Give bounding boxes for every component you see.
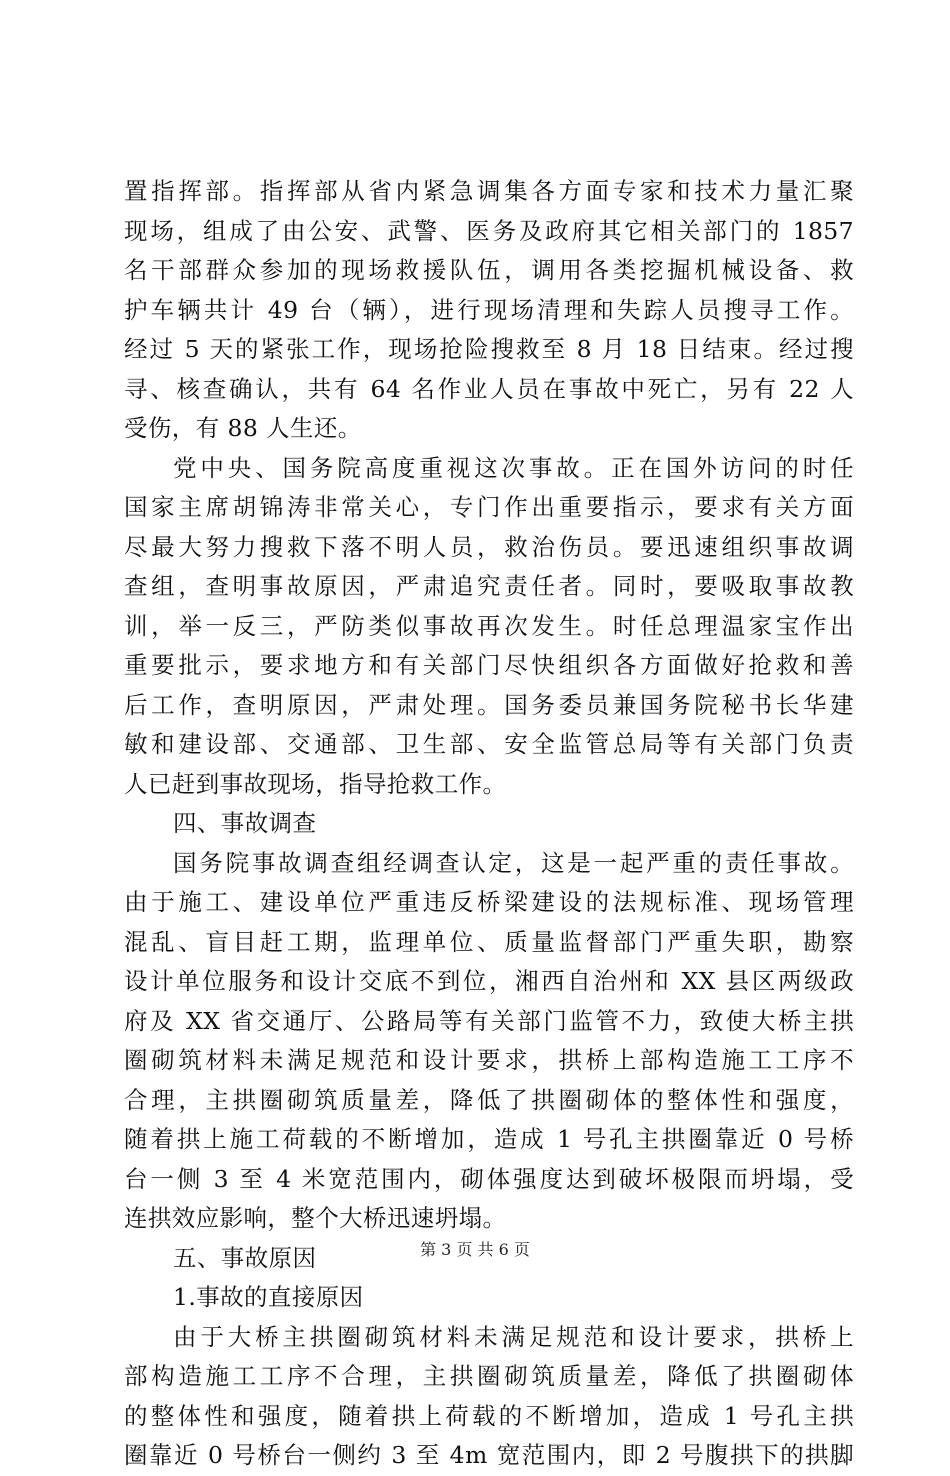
- text-line: 名干部群众参加的现场救援队伍，调用各类挖掘机械设备、救: [124, 256, 854, 284]
- text-line: 圈靠近 0 号桥台一侧约 3 至 4m 宽范围内，即 2 号腹拱下的拱脚: [124, 1441, 854, 1469]
- text-line: 随着拱上施工荷载的不断增加，造成 1 号孔主拱圈靠近 0 号桥: [124, 1125, 854, 1153]
- section-heading: 五、事故原因: [173, 1243, 317, 1272]
- paragraph-first-line: 国务院事故调查组经调查认定，这是一起严重的责任事故。: [173, 848, 854, 877]
- text-line: 台一侧 3 至 4 米宽范围内，砌体强度达到破坏极限而坍塌，受: [124, 1164, 854, 1193]
- text-line: 重要批示，要求地方和有关部门尽快组织各方面做好抢救和善: [124, 651, 854, 679]
- text-line: 后工作，查明原因，严肃处理。国务委员兼国务院秘书长华建: [124, 690, 854, 719]
- text-line: 连拱效应影响，整个大桥迅速坍塌。: [124, 1204, 507, 1232]
- document-body: [124, 172, 854, 1476]
- subsection-heading: 1.事故的直接原因: [173, 1283, 364, 1311]
- text-line: 护车辆共计 49 台（辆），进行现场清理和失踪人员搜寻工作。: [124, 295, 854, 324]
- text-line: 由于施工、建设单位严重违反桥梁建设的法规标准、现场管理: [124, 888, 854, 916]
- section-heading: 四、事故调查: [173, 809, 317, 837]
- text-line: 合理，主拱圈砌筑质量差，降低了拱圈砌体的整体性和强度，: [124, 1085, 854, 1114]
- text-line: 设计单位服务和设计交底不到位，湘西自治州和 XX 县区两级政: [124, 967, 854, 995]
- text-line: 寻、核查确认，共有 64 名作业人员在事故中死亡，另有 22 人: [124, 374, 854, 403]
- text-line: 部构造施工工序不合理，主拱圈砌筑质量差，降低了拱圈砌体: [124, 1362, 854, 1390]
- paragraph-first-line: 由于大桥主拱圈砌筑材料未满足规范和设计要求，拱桥上: [173, 1322, 854, 1351]
- text-line: 人已赶到事故现场，指导抢救工作。: [124, 769, 507, 798]
- text-line: 置指挥部。指挥部从省内紧急调集各方面专家和技术力量汇聚: [124, 177, 854, 205]
- text-line: 国家主席胡锦涛非常关心，专门作出重要指示，要求有关方面: [124, 493, 854, 521]
- text-line: 受伤，有 88 人生还。: [124, 414, 362, 442]
- text-line: 的整体性和强度，随着拱上荷载的不断增加，造成 1 号孔主拱: [124, 1401, 854, 1430]
- text-line: 敏和建设部、交通部、卫生部、安全监管总局等有关部门负责: [124, 730, 854, 758]
- text-line: 府及 XX 省交通厅、公路局等有关部门监管不力，致使大桥主拱: [124, 1006, 854, 1035]
- text-line: 经过 5 天的紧张工作，现场抢险搜救至 8 月 18 日结束。经过搜: [124, 335, 854, 363]
- page-footer: 第 3 页 共 6 页: [420, 1240, 530, 1259]
- text-line: 混乱、盲目赶工期，监理单位、质量监督部门严重失职，勘察: [124, 927, 854, 956]
- text-line: 现场，组成了由公安、武警、医务及政府其它相关部门的 1857: [124, 216, 854, 245]
- text-line: 圈砌筑材料未满足规范和设计要求，拱桥上部构造施工工序不: [124, 1046, 854, 1074]
- paragraph-first-line: 党中央、国务院高度重视这次事故。正在国外访问的时任: [173, 453, 854, 482]
- text-line: 尽最大努力搜救下落不明人员，救治伤员。要迅速组织事故调: [124, 532, 854, 561]
- text-line: 查组，查明事故原因，严肃追究责任者。同时，要吸取事故教: [124, 572, 854, 600]
- text-line: 训，举一反三，严防类似事故再次发生。时任总理温家宝作出: [124, 611, 854, 640]
